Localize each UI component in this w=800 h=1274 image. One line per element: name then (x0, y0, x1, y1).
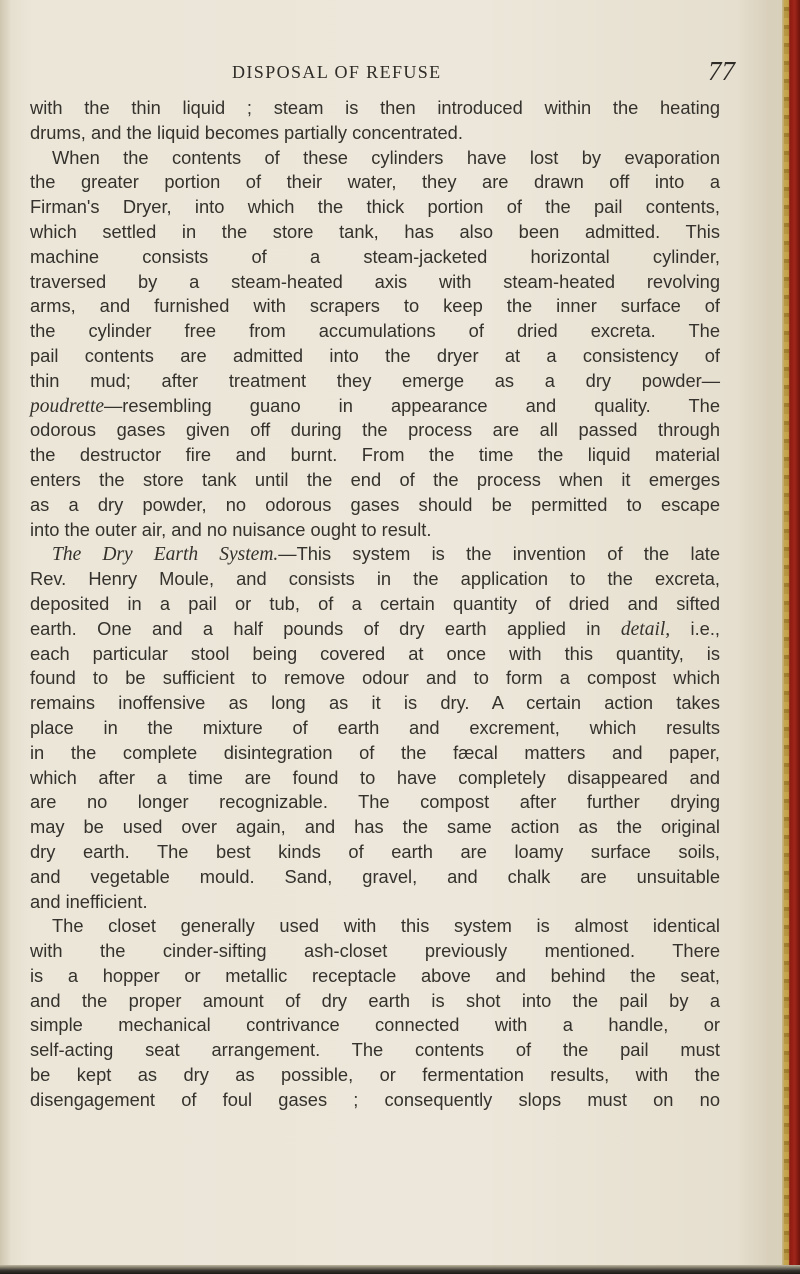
text-line: simple mechanical contrivance connected with a handle, or (30, 1014, 720, 1036)
text-line: which after a time are found to have completely disappeared and (30, 766, 720, 788)
text-line: The closet generally used with this system is almost identical (52, 915, 720, 937)
text-line: in the complete disintegration of the fæcal matters and paper, (30, 741, 720, 763)
text-line: the destructor fire and burnt. From the time the liquid material (30, 444, 720, 466)
text-line: the cylinder free from accumulations of dried excreta. The (30, 320, 720, 342)
italic-term: poudrette (30, 395, 105, 417)
text-line: be kept as dry as possible, or fermentation results, with the (30, 1064, 720, 1086)
text-line: disengagement of foul gases ; consequently slops must on no (30, 1088, 720, 1110)
text-line: found to be sufficient to remove odour and to form a compost which (30, 667, 720, 689)
text-line: into the outer air, and no nuisance ought to result. (30, 518, 432, 540)
body-text (30, 96, 720, 1113)
page-left-edge (0, 0, 10, 1274)
text-line: is a hopper or metallic receptacle above and behind the seat, (30, 964, 720, 986)
text-line: enters the store tank until the end of the process when it emerges (30, 468, 720, 490)
text-line: and vegetable mould. Sand, gravel, and chalk are unsuitable (30, 865, 720, 887)
text-line: thin mud; after treatment they emerge as a dry powder— (30, 369, 720, 391)
text-line: self-acting seat arrangement. The contents of the pail must (30, 1039, 720, 1061)
text-line: drums, and the liquid becomes partially concentrated. (30, 121, 463, 143)
text-line: odorous gases given off during the process are all passed through (30, 419, 720, 441)
spine-gilt-strip (784, 0, 789, 1274)
text-line: When the contents of these cylinders have lost by evaporation (52, 146, 720, 168)
text-line: traversed by a steam-heated axis with steam-heated revolving (30, 270, 720, 292)
text-line: with the thin liquid ; steam is then introduced within the heating (30, 97, 720, 118)
text-line: with the cinder-sifting ash-closet previously mentioned. There (30, 940, 720, 962)
text-line: as a dry powder, no odorous gases should be permitted to escape (30, 493, 720, 515)
text-line: Rev. Henry Moule, and consists in the application to the excreta, (30, 568, 720, 590)
page-bottom-edge (0, 1265, 800, 1274)
text-line: are no longer recognizable. The compost after further drying (30, 791, 720, 813)
text-line: pail contents are admitted into the dryer at a consistency of (30, 344, 720, 366)
text-line: and the proper amount of dry earth is shot into the pail by a (30, 989, 720, 1011)
text-line: dry earth. The best kinds of earth are loamy surface soils, (30, 840, 720, 862)
text-line: machine consists of a steam-jacketed horizontal cylinder, (30, 245, 720, 267)
text-line: and inefficient. (30, 890, 148, 912)
text-line: poudrette—resembling guano in appearance and quality. The (30, 394, 720, 417)
text-line: may be used over again, and has the same action as the original (30, 816, 720, 838)
page-number: 77 (708, 56, 735, 86)
text-line: remains inoffensive as long as it is dry. A certain action takes (30, 692, 720, 714)
text-line: earth. One and a half pounds of dry earth applied in detail, i.e., (30, 617, 720, 640)
text-line: each particular stool being covered at once with this quantity, is (30, 642, 720, 664)
text-line: the greater portion of their water, they are drawn off into a (30, 171, 720, 193)
text-line: place in the mixture of earth and excrement, which results (30, 716, 720, 738)
section-heading-line: The Dry Earth System.—This system is the invention of the late (52, 543, 720, 566)
book-spine-edge (782, 0, 800, 1274)
text-line: arms, and furnished with scrapers to keep the inner surface of (30, 295, 720, 317)
running-head: DISPOSAL OF REFUSE (232, 62, 442, 82)
text-line: deposited in a pail or tub, of a certain quantity of dried and sifted (30, 592, 720, 614)
page-header (0, 56, 790, 90)
text-line: which settled in the store tank, has also been admitted. This (30, 220, 720, 242)
italic-term: detail, (620, 618, 671, 640)
text-line: Firman's Dryer, into which the thick portion of the pail contents, (30, 196, 720, 218)
section-heading: The Dry Earth System. (52, 544, 279, 566)
